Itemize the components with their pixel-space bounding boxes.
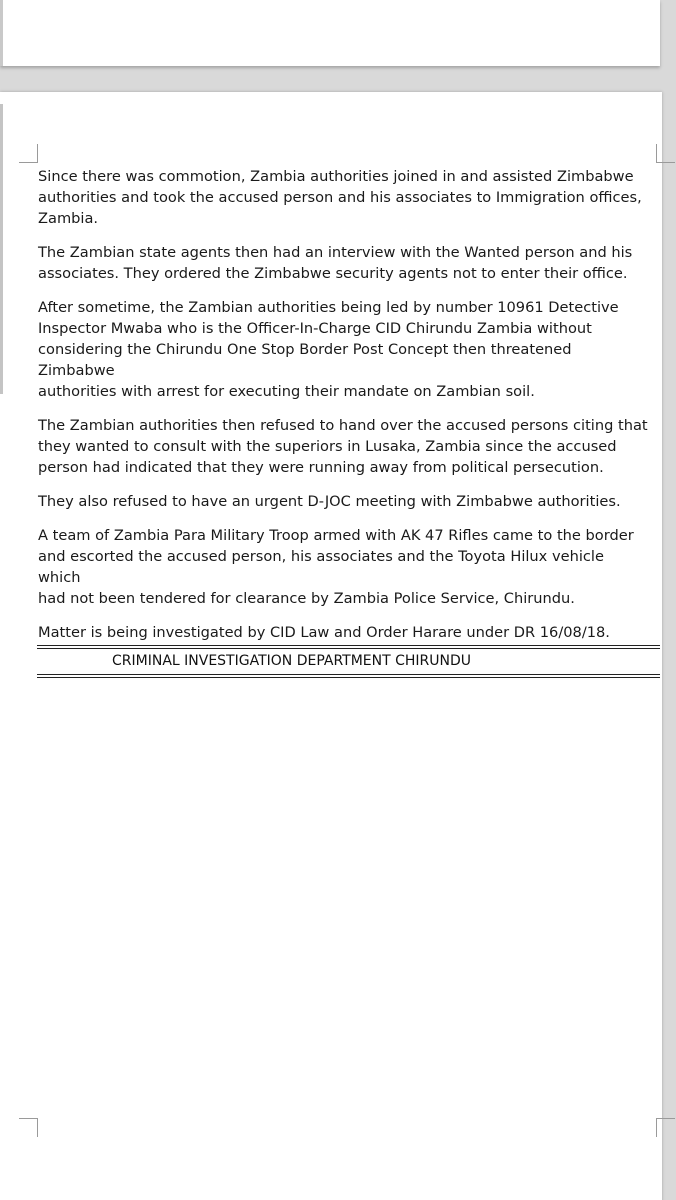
page-edge-shadow	[0, 0, 3, 66]
previous-page-edge	[0, 0, 660, 66]
paragraph: They also refused to have an urgent D-JOC meeting with Zimbabwe authorities.	[38, 493, 621, 510]
document-page	[0, 92, 662, 1200]
paragraph: The Zambian authorities then refused to hand over the accused persons citing that they wanted to consult with the superiors in Lusaka, Zambia since the accused person had indicated that they were running away from political persecution.	[38, 417, 648, 476]
paragraph: Since there was commotion, Zambia authorities joined in and assisted Zimbabwe authorities and took the accused person and his associates to Immigration offices, Zambia.	[38, 168, 642, 227]
crop-mark-top-left	[19, 144, 38, 163]
document-body	[38, 166, 648, 656]
document-footer	[37, 645, 660, 678]
crop-mark-bottom-right	[656, 1118, 675, 1137]
paragraph: A team of Zambia Para Military Troop armed with AK 47 Rifles came to the border and escorted the accused person, his associates and the Toyota Hilux vehicle which had not been tendered for clearance by Zambia Police Service, Chirundu.	[38, 527, 634, 607]
paragraph: The Zambian state agents then had an interview with the Wanted person and his associates. They ordered the Zimbabwe security agents not to enter their office.	[38, 244, 633, 282]
paragraph: Matter is being investigated by CID Law and Order Harare under DR 16/08/18.	[38, 624, 610, 641]
footer-bottom-rule	[37, 674, 660, 678]
crop-mark-top-right	[656, 144, 675, 163]
footer-department-name: CRIMINAL INVESTIGATION DEPARTMENT CHIRUNDU	[112, 653, 472, 669]
crop-mark-bottom-left	[19, 1118, 38, 1137]
page-margin-rule	[0, 104, 3, 394]
paragraph: After sometime, the Zambian authorities being led by number 10961 Detective Inspector Mwaba who is the Officer-In-Charge CID Chirundu Zambia without considering the Chirundu One Stop Border Post Concept then threatened Zimbabwe authorities with arrest for executing their mandate on Zambian soil.	[38, 299, 619, 400]
